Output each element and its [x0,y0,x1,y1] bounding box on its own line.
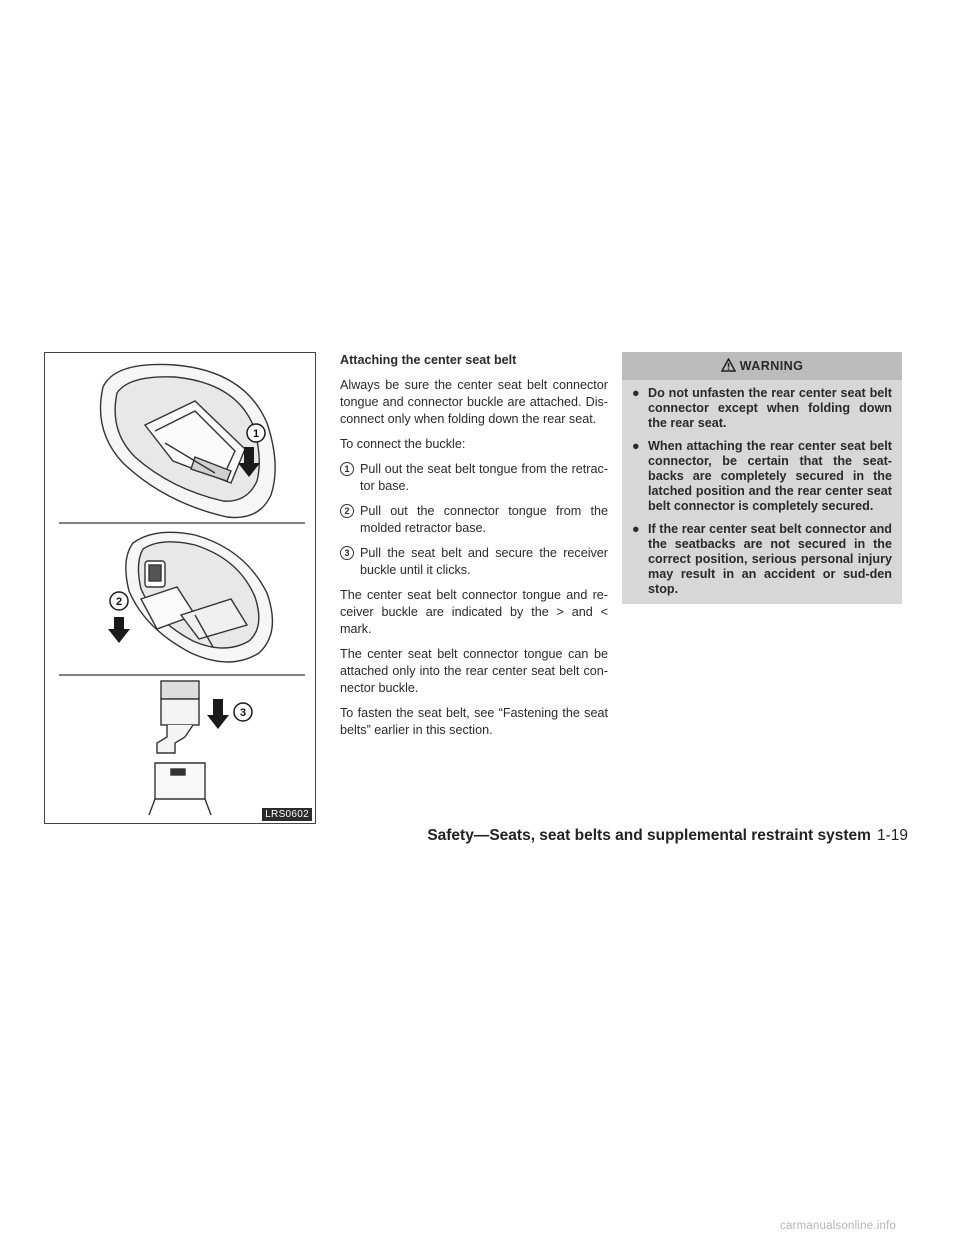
step-1 [340,461,608,495]
intro-paragraph: Always be sure the center seat belt connector tongue and connector buckle are attached. Dis-connect only when folding down the rear seat. [340,378,608,426]
bullet-icon: ● [632,522,640,536]
bullet-icon: ● [632,386,640,400]
step-2 [340,503,608,537]
step-1-number-icon: 1 [340,462,354,476]
watermark: carmanualsonline.info [780,1220,897,1232]
step-1-text: Pull out the seat belt tongue from the retrac-tor base. [360,462,608,493]
instructions-column [340,352,608,747]
fasten-paragraph: To fasten the seat belt, see “Fastening the seat belts” earlier in this section. [340,706,608,737]
figure-id: LRS0602 [262,808,312,821]
page-number: 1-19 [876,827,908,844]
arrow-2-icon [108,592,130,643]
warning-box [622,352,902,604]
footer-section-title: Safety—Seats, seat belts and supplemental restraint system [427,827,871,844]
warning-list [622,380,902,597]
warning-item-3 [632,522,892,597]
panel-2-molded-base [126,532,273,662]
seat-belt-diagram [45,353,317,825]
step-2-number-icon: 2 [340,504,354,518]
step-3-number-icon: 3 [340,546,354,560]
bullet-icon: ● [632,439,640,453]
callout-2: 2 [115,596,123,608]
warning-item-2 [632,439,892,514]
panel-1-retractor [101,364,276,517]
step-3 [340,545,608,579]
warning-item-2-text: When attaching the rear center seat belt connector, be certain that the seat-backs are completely secured in the latched position and the rear center seat belt connector is completely secured. [648,439,892,513]
seat-belt-illustration [44,352,316,824]
warning-header [622,352,902,380]
panel-3-buckle [149,681,211,815]
warning-triangle-icon [721,358,736,375]
marks-paragraph: The center seat belt connector tongue and re-ceiver buckle are indicated by the > and < mark. [340,588,608,636]
section-heading: Attaching the center seat belt [340,353,517,367]
warning-title: WARNING [739,359,804,373]
warning-item-1 [632,386,892,431]
page-footer [394,827,908,851]
step-3-text: Pull the seat belt and secure the receiver buckle until it clicks. [360,546,608,577]
warning-item-3-text: If the rear center seat belt connector and the seatbacks are not secured in the correct position, serious personal injury may result in an accident or sud-den stop. [648,522,892,596]
arrow-3-icon [207,699,252,729]
warning-item-1-text: Do not unfasten the rear center seat belt connector except when folding down the rear seat. [648,386,892,430]
step-2-text: Pull out the connector tongue from the molded retractor base. [360,504,608,535]
attach-paragraph: The center seat belt connector tongue can be attached only into the rear center seat belt con-nector buckle. [340,647,608,695]
callout-1: 1 [252,428,260,440]
callout-3: 3 [239,707,247,719]
connect-label: To connect the buckle: [340,437,466,451]
